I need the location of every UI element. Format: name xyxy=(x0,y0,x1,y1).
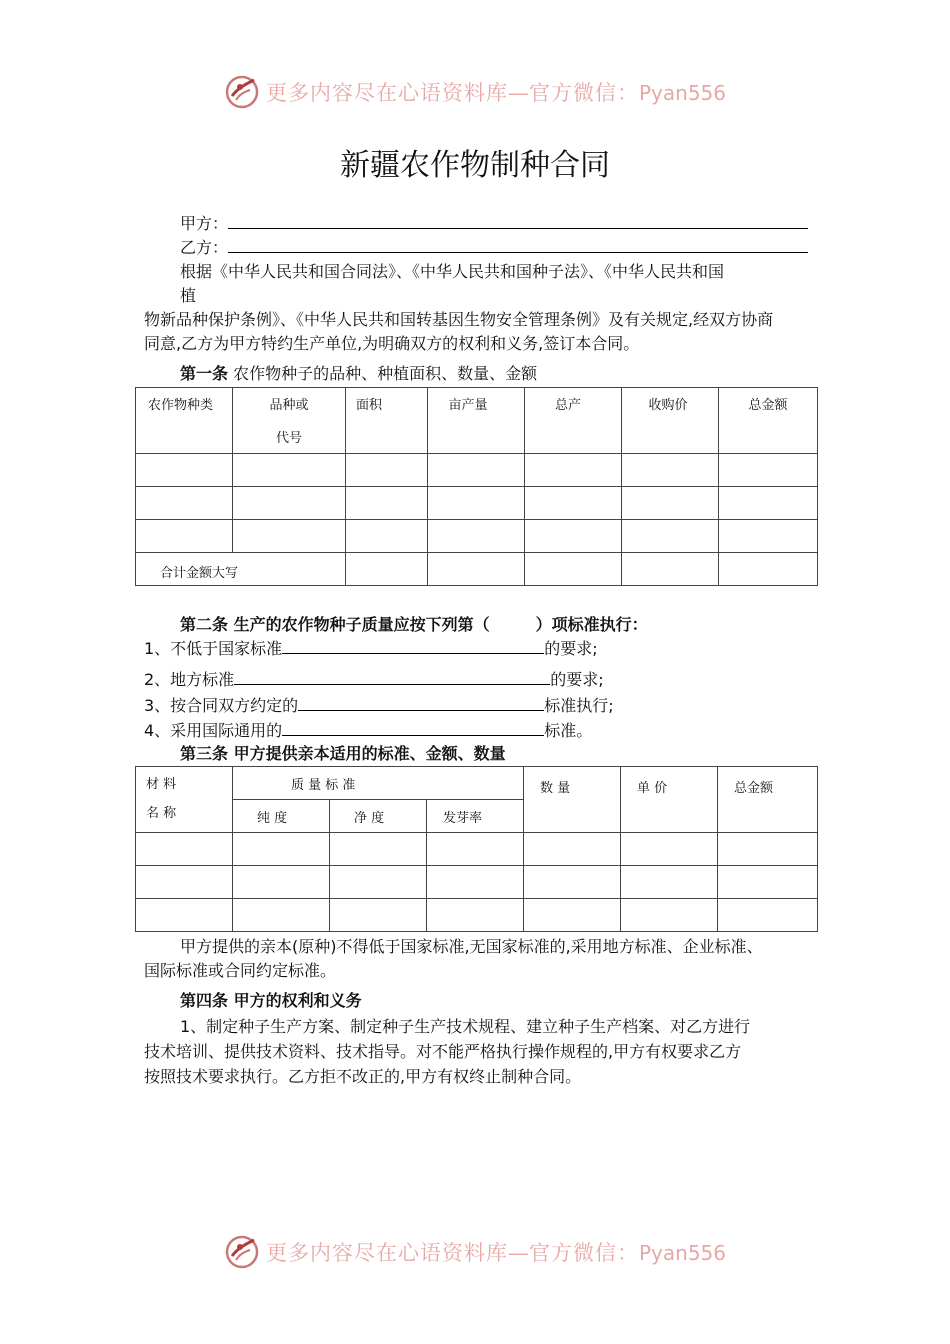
standard-item-4-suffix: 标准。 xyxy=(544,721,593,740)
standard-item-1 xyxy=(144,638,598,660)
article-1-title: 农作物种子的品种、种植面积、数量、金额 xyxy=(233,364,538,383)
table-cell[interactable] xyxy=(719,520,818,553)
standard-item-3-suffix: 标准执行; xyxy=(544,696,614,715)
standard-item-2-prefix: 2、地方标准 xyxy=(144,670,235,689)
table-cell[interactable] xyxy=(330,833,427,866)
party-b-blank[interactable] xyxy=(228,238,808,253)
table-cell[interactable] xyxy=(136,487,233,520)
table-cell[interactable] xyxy=(346,553,428,586)
table-cell[interactable] xyxy=(719,487,818,520)
standard-item-2-blank[interactable] xyxy=(234,670,550,685)
table-cell[interactable] xyxy=(621,899,718,932)
article-1-number: 第一条 xyxy=(180,364,229,383)
header-code: 代号 xyxy=(275,431,302,446)
article-3-note-line-1: 甲方提供的亲本(原种)不得低于国家标准,无国家标准的,采用地方标准、企业标准、 xyxy=(180,937,763,956)
table-cell[interactable] xyxy=(428,454,525,487)
table-cell[interactable] xyxy=(427,899,524,932)
table-cell[interactable] xyxy=(346,487,428,520)
article-1-heading xyxy=(180,363,537,385)
preamble-line-1: 根据《中华人民共和国合同法》、《中华人民共和国种子法》、《中华人民共和国 xyxy=(180,262,725,281)
table-cell[interactable] xyxy=(427,866,524,899)
table-cell[interactable] xyxy=(622,520,719,553)
table-cell[interactable] xyxy=(525,553,622,586)
total-row xyxy=(136,553,818,586)
table-row xyxy=(136,520,818,553)
table-row xyxy=(136,454,818,487)
standard-item-1-suffix: 的要求; xyxy=(544,639,598,658)
table-cell[interactable] xyxy=(428,553,525,586)
header-purchase-price: 收购价 xyxy=(648,398,688,413)
article-2-heading-b: ）项标准执行： xyxy=(535,615,648,634)
table-row xyxy=(136,833,818,866)
party-b-label: 乙方： xyxy=(180,238,229,257)
header-cleanliness: 净 度 xyxy=(354,810,385,826)
standard-item-2 xyxy=(144,669,604,691)
article-2-heading xyxy=(180,614,648,636)
table-cell[interactable] xyxy=(136,899,233,932)
watermark-main: 更多内容尽在心语资料库 xyxy=(266,1241,508,1265)
table-row xyxy=(136,899,818,932)
table-cell[interactable] xyxy=(719,553,818,586)
party-a-row xyxy=(180,213,808,235)
table-cell[interactable] xyxy=(233,487,346,520)
article-2-heading-a: 第二条 生产的农作物种子质量应按下列第（ xyxy=(180,615,490,634)
header-variety: 品种或 xyxy=(269,398,309,413)
table-cell[interactable] xyxy=(621,866,718,899)
party-a-label: 甲方： xyxy=(180,214,229,233)
brand-logo-icon xyxy=(224,74,260,110)
table-cell[interactable] xyxy=(524,899,621,932)
table-cell[interactable] xyxy=(428,520,525,553)
table-cell[interactable] xyxy=(136,833,233,866)
header-unit-price: 单 价 xyxy=(637,781,668,796)
watermark-sep: — xyxy=(508,81,529,105)
standard-item-1-prefix: 1、不低于国家标准 xyxy=(144,639,283,658)
standard-item-3 xyxy=(144,695,614,717)
table-cell[interactable] xyxy=(233,899,330,932)
table-cell[interactable] xyxy=(346,520,428,553)
header-crop-type: 农作物种类 xyxy=(148,398,214,413)
standard-item-1-blank[interactable] xyxy=(282,639,544,654)
preamble-line-4: 同意,乙方为甲方特约生产单位,为明确双方的权利和义务,签订本合同。 xyxy=(144,334,640,353)
preamble-line-3: 物新品种保护条例》、《中华人民共和国转基因生物安全管理条例》及有关规定,经双方协商 xyxy=(144,310,774,329)
article-3-heading: 第三条 甲方提供亲本适用的标准、金额、数量 xyxy=(180,744,506,763)
table-cell[interactable] xyxy=(718,866,818,899)
table-cell[interactable] xyxy=(136,520,233,553)
standard-item-3-prefix: 3、按合同双方约定的 xyxy=(144,696,299,715)
watermark-footer xyxy=(224,1232,726,1272)
table-row xyxy=(136,487,818,520)
table-cell[interactable] xyxy=(233,866,330,899)
parent-table-header-1 xyxy=(136,767,818,800)
table-cell[interactable] xyxy=(524,866,621,899)
header-area: 面积 xyxy=(356,398,383,413)
header-material-2: 名 称 xyxy=(146,806,177,821)
table-cell[interactable] xyxy=(718,833,818,866)
table-cell[interactable] xyxy=(525,487,622,520)
table-cell[interactable] xyxy=(233,454,346,487)
table-cell[interactable] xyxy=(622,454,719,487)
table-cell[interactable] xyxy=(525,454,622,487)
watermark-header xyxy=(224,72,726,112)
standard-item-2-suffix: 的要求; xyxy=(550,670,604,689)
table-cell[interactable] xyxy=(330,899,427,932)
watermark-sep: — xyxy=(508,1241,529,1265)
parent-seed-table xyxy=(135,766,818,932)
table-cell[interactable] xyxy=(233,520,346,553)
preamble-line-2: 植 xyxy=(180,286,197,305)
standard-item-4 xyxy=(144,720,592,742)
table-cell[interactable] xyxy=(427,833,524,866)
table-cell[interactable] xyxy=(428,487,525,520)
standard-item-3-blank[interactable] xyxy=(298,696,544,711)
table-cell[interactable] xyxy=(621,833,718,866)
header-quantity: 数 量 xyxy=(540,781,571,796)
article-4-p1-line-1: 1、制定种子生产方案、制定种子生产技术规程、建立种子生产档案、对乙方进行 xyxy=(180,1017,751,1036)
header-total-amount: 总金额 xyxy=(748,398,788,413)
crop-table-header xyxy=(136,388,818,454)
standard-item-4-blank[interactable] xyxy=(282,721,544,736)
table-cell[interactable] xyxy=(233,833,330,866)
table-cell[interactable] xyxy=(346,454,428,487)
crop-table xyxy=(135,387,818,586)
watermark-wechat-id: Pyan556 xyxy=(639,1241,727,1265)
article-4-p1-line-3: 按照技术要求执行。乙方拒不改正的,甲方有权终止制种合同。 xyxy=(144,1067,582,1086)
table-cell[interactable] xyxy=(622,553,719,586)
header-germination: 发芽率 xyxy=(443,810,483,826)
watermark-main: 更多内容尽在心语资料库 xyxy=(266,81,508,105)
header-quality-standard: 质 量 标 准 xyxy=(291,777,356,793)
header-material-1: 材 料 xyxy=(146,777,177,792)
total-amount-label: 合计金额大写 xyxy=(160,566,239,581)
article-4-heading: 第四条 甲方的权利和义务 xyxy=(180,991,362,1010)
article-3-note-line-2: 国际标准或合同约定标准。 xyxy=(144,961,337,980)
table-cell[interactable] xyxy=(719,454,818,487)
table-cell[interactable] xyxy=(330,866,427,899)
header-purity: 纯 度 xyxy=(257,810,288,826)
watermark-wechat-id: Pyan556 xyxy=(639,81,727,105)
header-total-output: 总产 xyxy=(554,398,581,413)
table-cell[interactable] xyxy=(524,833,621,866)
table-cell[interactable] xyxy=(525,520,622,553)
party-a-blank[interactable] xyxy=(228,214,808,229)
header-yield: 亩产量 xyxy=(448,398,488,413)
table-row xyxy=(136,866,818,899)
table-cell[interactable] xyxy=(718,899,818,932)
brand-logo-icon xyxy=(224,1234,260,1270)
page-title: 新疆农作物制种合同 xyxy=(340,148,610,183)
watermark-wechat-label: 官方微信： xyxy=(529,81,639,105)
standard-item-4-prefix: 4、采用国际通用的 xyxy=(144,721,283,740)
party-b-row xyxy=(180,237,808,259)
table-cell[interactable] xyxy=(136,454,233,487)
watermark-wechat-label: 官方微信： xyxy=(529,1241,639,1265)
table-cell[interactable] xyxy=(136,866,233,899)
table-cell[interactable] xyxy=(622,487,719,520)
header-total: 总金额 xyxy=(734,781,774,796)
article-4-p1-line-2: 技术培训、提供技术资料、技术指导。对不能严格执行操作规程的,甲方有权要求乙方 xyxy=(144,1042,742,1061)
article-2-choice-blank[interactable] xyxy=(490,616,536,630)
